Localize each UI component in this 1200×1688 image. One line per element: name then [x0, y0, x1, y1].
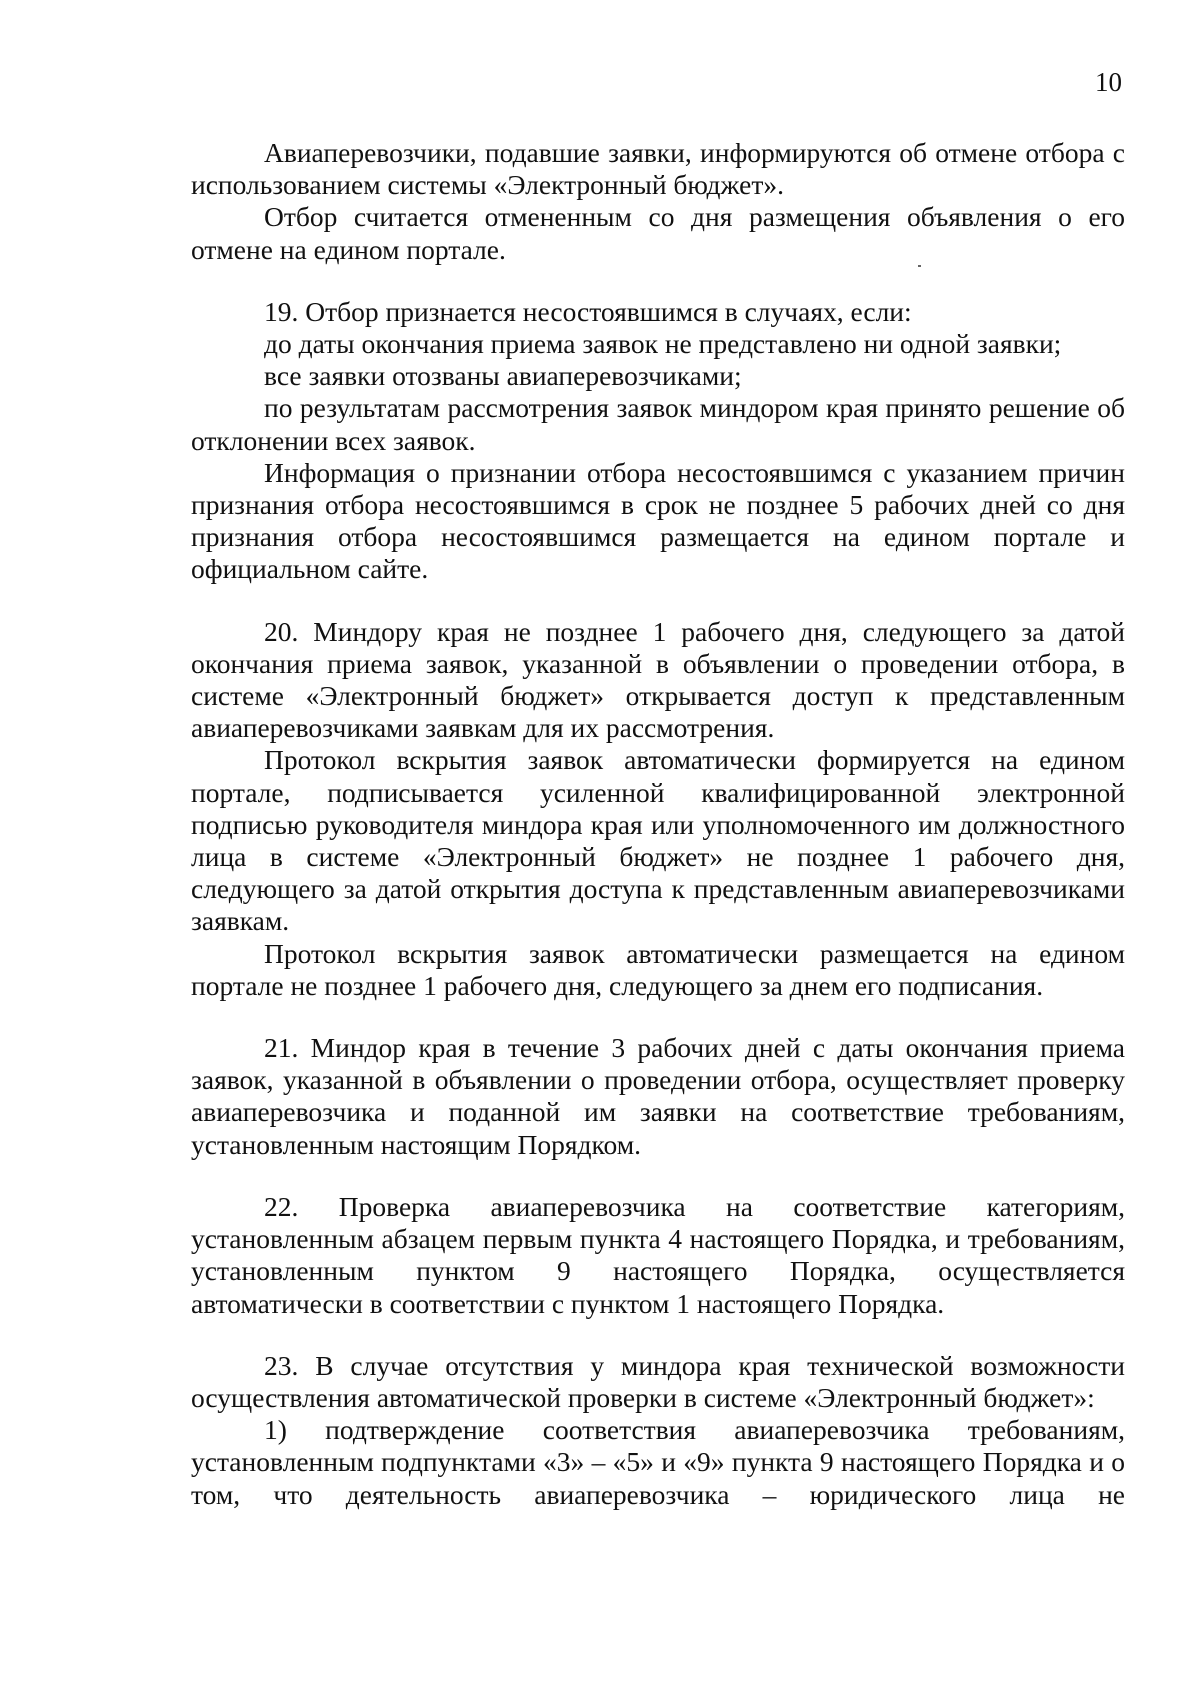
paragraph-item-23: 23. В случае отсутствия у миндора края технической возможности осуществления автоматической проверки в системе «Электронный бюджет»: [191, 1349, 1125, 1413]
paragraph-no-applications: до даты окончания приема заявок не представлено ни одной заявки; [264, 328, 1062, 360]
paragraph-item-21: 21. Миндор края в течение 3 рабочих дней с даты окончания приема заявок, указанной в объявлении о проведении отбора, осуществляет проверку авиаперевозчика и поданной им заявки на соответствие требованиям, установленным настоящим Порядком. [191, 1032, 1125, 1160]
paragraph-opening-protocol-published: Протокол вскрытия заявок автоматически размещается на едином портале не позднее 1 рабочего дня, следующего за днем его подписания. [191, 937, 1125, 1001]
document-body [191, 137, 1125, 1511]
paragraph-item-22: 22. Проверка авиаперевозчика на соответствие категориям, установленным абзацем первым пункта 4 настоящего Порядка, и требованиям, установленным пунктом 9 настоящего Порядка, осуществляется автоматически в соответствии с пунктом 1 настоящего Порядка. [191, 1190, 1125, 1319]
paragraph-item-20: 20. Миндору края не позднее 1 рабочего дня, следующего за датой окончания приема заявок, указанной в объявлении о проведении отбора, в системе «Электронный бюджет» открывается доступ к представленным авиаперевозчиками заявкам для их рассмотрения. [191, 615, 1125, 744]
paragraph-subitem-1: 1) подтверждение соответствия авиаперевозчика требованиям, установленным подпунктами «3» – «5» и «9» пункта 9 настоящего Порядка и о том, что деятельность авиаперевозчика – юридического лица не [191, 1414, 1125, 1510]
paragraph-selection-cancelled: Отбор считается отмененным со дня размещения объявления о его отмене на едином портале. [191, 201, 1125, 265]
paragraph-item-19: 19. Отбор признается несостоявшимся в случаях, если: [264, 295, 912, 327]
paragraph-applicants-informed: Авиаперевозчики, подавшие заявки, информируются об отмене отбора с использованием системы «Электронный бюджет». [191, 137, 1125, 201]
paragraph-opening-protocol-formed: Протокол вскрытия заявок автоматически формируется на едином портале, подписывается усиленной квалифицированной электронной подписью руководителя миндора края или уполномоченного им должностного лица в системе «Электронный бюджет» не позднее 1 рабочего дня, следующего за датой открытия доступа к представленным авиаперевозчиками заявкам. [191, 744, 1125, 937]
paragraph-failure-info: Информация о признании отбора несостоявшимся с указанием причин признания отбора несостоявшимся в срок не позднее 5 рабочих дней со дня признания отбора несостоявшимся размещается на едином портале и официальном сайте. [191, 456, 1125, 585]
paragraph-all-withdrawn: все заявки отозваны авиаперевозчиками; [264, 360, 742, 392]
page-number: 10 [1095, 67, 1122, 97]
paragraph-all-rejected: по результатам рассмотрения заявок миндором края принято решение об отклонении всех заявок. [191, 392, 1125, 456]
